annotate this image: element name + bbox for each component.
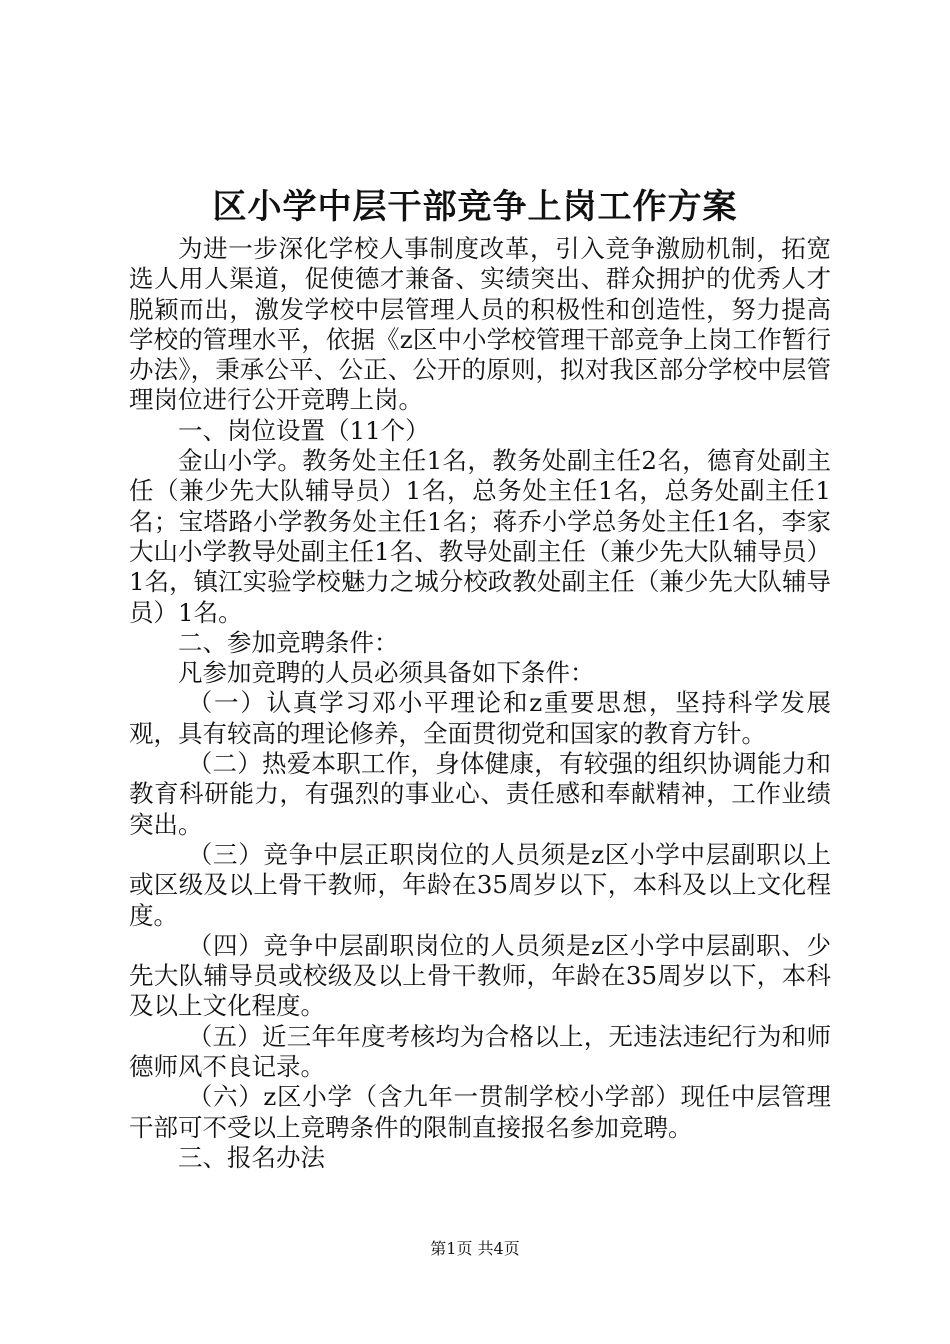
conditions-intro: 凡参加竞聘的人员必须具备如下条件：	[178, 658, 595, 688]
condition-item-4: （四）竞争中层副职岗位的人员须是z区小学中层副职、少先大队辅导员或校级及以上骨干教师，年龄在35周岁以下，本科及以上文化程度。	[129, 930, 831, 1021]
section-heading-registration: 三、报名办法	[178, 1142, 325, 1172]
document-body	[129, 234, 831, 1173]
condition-item-2: （二）热爱本职工作，身体健康，有较强的组织协调能力和教育科研能力，有强烈的事业心、责任感和奉献精神，工作业绩突出。	[129, 749, 831, 839]
intro-paragraph: 为进一步深化学校人事制度改革，引入竞争激励机制，拓宽选人用人渠道，促使德才兼备、实绩突出、群众拥护的优秀人才脱颖而出，激发学校中层管理人员的积极性和创造性，努力提高学校的管理水平，依据《z区中小学校管理干部竞争上岗工作暂行办法》，秉承公平、公正、公开的原则，拟对我区部分学校中层管理岗位进行公开竞聘上岗。	[129, 234, 831, 415]
condition-item-1: （一）认真学习邓小平理论和z重要思想，坚持科学发展观，具有较高的理论修养，全面贯彻党和国家的教育方针。	[129, 688, 831, 748]
section-heading-conditions: 二、参加竞聘条件：	[178, 627, 399, 657]
condition-item-3: （三）竞争中层正职岗位的人员须是z区小学中层副职以上或区级及以上骨干教师，年龄在35周岁以下，本科及以上文化程度。	[129, 839, 831, 930]
positions-paragraph: 金山小学。教务处主任1名，教务处副主任2名，德育处副主任（兼少先大队辅导员）1名，总务处主任1名，总务处副主任1名；宝塔路小学教务处主任1名；蒋乔小学总务处主任1名，李家大山小学教导处副主任1名、教导处副主任（兼少先大队辅导员）1名，镇江实验学校魅力之城分校政教处副主任（兼少先大队辅导员）1名。	[129, 446, 831, 627]
condition-item-5: （五）近三年年度考核均为合格以上，无违法违纪行为和师德师风不良记录。	[129, 1021, 831, 1082]
section-heading-positions: 一、岗位设置（11个）	[178, 415, 430, 445]
document-title: 区小学中层干部竞争上岗工作方案	[212, 187, 738, 227]
page-number: 第1页 共4页	[430, 1239, 520, 1258]
condition-item-6: （六）z区小学（含九年一贯制学校小学部）现任中层管理干部可不受以上竞聘条件的限制直接报名参加竞聘。	[129, 1082, 831, 1142]
